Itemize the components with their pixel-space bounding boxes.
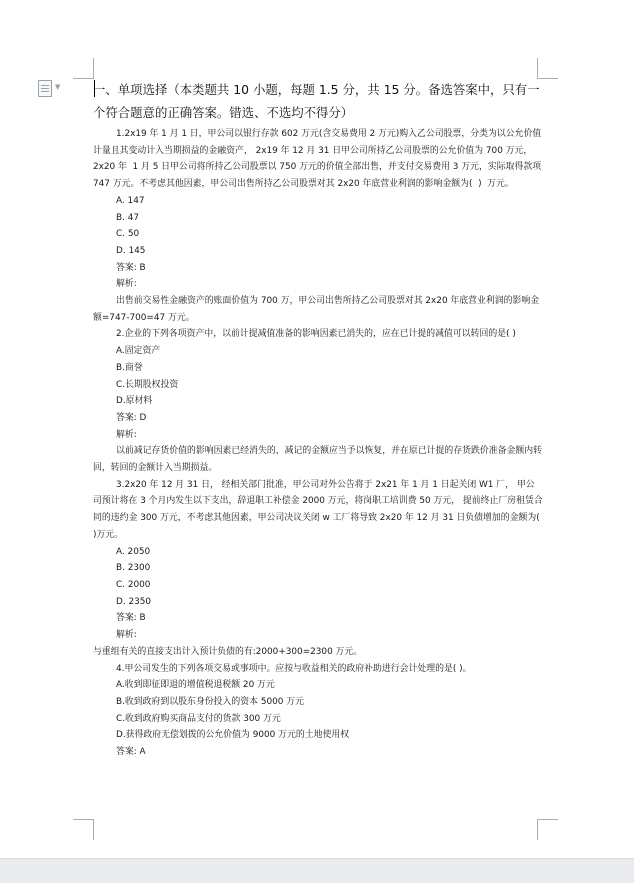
option-c: C. 2000 (116, 579, 151, 590)
option-d: D.原材料 (116, 396, 153, 407)
analysis-text: 与重组有关的直接支出计入预计负债的有:2000+300=2300 万元。 (93, 646, 363, 657)
crop-mark-bottom-left (73, 819, 94, 840)
question-stem: 2.企业的下列各项资产中，以前计提减值准备的影响因素已消失的，应在已计提的减值可以转回的是( ) (116, 329, 516, 340)
analysis-text: 以前减记存货价值的影响因素已经消失的，减记的金额应当予以恢复，并在原已计提的存货跌价准备金额内转回，转回的金额计入当期损益。 (93, 446, 542, 474)
dropdown-caret-icon[interactable]: ▼ (55, 83, 61, 91)
document-icon[interactable] (38, 80, 52, 97)
option-a: A. 2050 (116, 546, 151, 557)
option-a: A.收到即征即退的增值税退税额 20 万元 (116, 680, 275, 691)
analysis-label: 解析: (116, 279, 137, 290)
question-stem: 4.甲公司发生的下列各项交易或事项中。应按与收益相关的政府补助进行会计处理的是( )。 (116, 663, 472, 674)
answer: 答案: A (116, 747, 146, 758)
analysis-label: 解析: (116, 429, 137, 440)
option-b: B. 47 (116, 212, 140, 223)
option-d: D. 2350 (116, 596, 152, 607)
question-stem: 1.2x19 年 1 月 1 日，甲公司以银行存款 602 万元(含交易费用 2 万元)购入乙公司股票，分类为以公允价值计量且其变动计入当期损益的金融资产， 2x19 年 12 月 31 日甲公司所持乙公司股票的公允价值为 700 万元， 2x20 年 1 月 5 日甲公司将所持乙公司股票以 750 万元的价值全部出售，并支付交易费用 3 万元，实际取得款项 747 万元。不考虑其他因素，甲公司出售所持乙公司股票对其 2x20 年底营业利润的影响金额为( ) 万元。 (93, 129, 544, 190)
crop-mark-top-left (73, 58, 94, 79)
option-b: B.收到政府到以股东身份投入的资本 5000 万元 (116, 696, 305, 707)
analysis-text: 出售前交易性金融资产的账面价值为 700 万，甲公司出售所持乙公司股票对其 2x20 年底营业利润的影响金额=747-700=47 万元。 (93, 296, 540, 323)
question-stem: 3.2x20 年 12 月 31 日， 经相关部门批准，甲公司对外公告将于 2x21 年 1 月 1 日起关闭 W1 厂， 甲公司预计将在 3 个月内发生以下支出，辞退职工补偿金 2000 万元，将岗职工培训费 50 万元， 提前终止厂房租赁合同的违约金 300 万元，不考虑其他因素，甲公司决议关闭 w 工厂将导致 2x20 年 12 月 31 日负债增加的金额为( )万元。 (93, 479, 543, 540)
answer: 答案: B (116, 262, 146, 273)
option-b: B.商誉 (116, 362, 143, 373)
answer: 答案: B (116, 613, 146, 624)
page-gap (0, 858, 634, 883)
crop-mark-top-right (537, 58, 558, 79)
option-c: C. 50 (116, 229, 140, 240)
option-d: D. 145 (116, 245, 146, 256)
option-a: A. 147 (116, 195, 145, 206)
option-a: A.固定资产 (116, 346, 161, 357)
document-body[interactable] (93, 78, 543, 761)
option-b: B. 2300 (116, 563, 151, 574)
analysis-label: 解析: (116, 630, 137, 641)
answer: 答案: D (116, 412, 147, 423)
option-c: C.收到政府购买商品支付的货款 300 万元 (116, 713, 281, 724)
section-heading: 一、单项选择（本类题共 10 小题，每题 1.5 分，共 15 分。备选答案中，只有一个符合题意的正确答案。错选、不选均不得分） (93, 82, 540, 120)
option-d: D.获得政府无偿划拨的公允价值为 9000 万元的土地使用权 (116, 730, 350, 741)
option-c: C.长期股权投资 (116, 379, 179, 390)
crop-mark-bottom-right (537, 819, 558, 840)
